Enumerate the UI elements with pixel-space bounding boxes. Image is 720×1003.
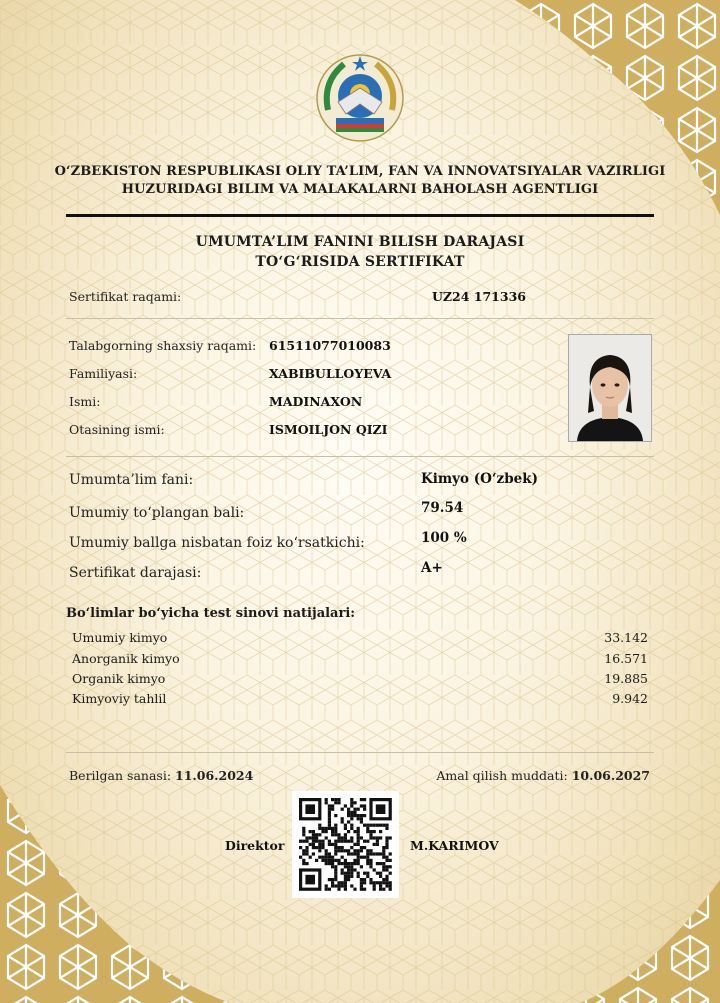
results-heading: Bo‘limlar bo‘yicha test sinovi natijalari: [66, 606, 356, 621]
certificate-title-line2: TO‘G‘RISIDA SERTIFIKAT [255, 254, 465, 270]
issued-date-block [69, 768, 253, 783]
patronymic-label: Otasining ismi: [69, 422, 165, 437]
student-id-label: Talabgorning shaxsiy raqami: [69, 338, 257, 353]
percent-value: 100 % [421, 530, 467, 546]
director-name: M.KARIMOV [410, 838, 499, 853]
valid-until-block [436, 768, 650, 783]
certificate-title-line1: UMUMTA’LIM FANINI BILISH DARAJASI [195, 234, 525, 250]
patronymic-value: ISMOILJON QIZI [269, 422, 388, 437]
issued-date: 11.06.2024 [175, 768, 254, 783]
name-label: Ismi: [69, 394, 101, 409]
name-value: MADINAXON [269, 394, 363, 409]
result-value: 19.885 [604, 671, 648, 686]
percent-label: Umumiy ballga nisbatan foiz ko‘rsatkichi: [69, 535, 365, 551]
result-name: Kimyoviy tahlil [72, 691, 167, 706]
certificate-level-value: A+ [421, 560, 443, 576]
valid-until-label: Amal qilish muddati: [436, 768, 568, 783]
certificate-number: UZ24 171336 [432, 289, 526, 304]
subject-value: Kimyo (O‘zbek) [421, 471, 538, 487]
certificate-number-label: Sertifikat raqami: [69, 289, 182, 304]
state-emblem-icon [314, 52, 406, 144]
surname-value: XABIBULLOYEVA [269, 366, 392, 381]
result-value: 33.142 [604, 630, 648, 645]
director-label: Direktor [225, 838, 285, 853]
result-name: Organik kimyo [72, 671, 166, 686]
issued-date-label: Berilgan sanasi: [69, 768, 172, 783]
result-name: Umumiy kimyo [72, 630, 168, 645]
surname-label: Familiyasi: [69, 366, 138, 381]
qr-code [292, 791, 399, 898]
agency-header-line1: O‘ZBEKISTON RESPUBLIKASI OLIY TA’LIM, FAN VA INNOVATSIYALAR VAZIRLIGI [54, 164, 666, 179]
valid-until-date: 10.06.2027 [571, 768, 650, 783]
result-value: 16.571 [604, 651, 648, 666]
divider [66, 456, 654, 457]
divider [66, 752, 654, 753]
result-value: 9.942 [612, 691, 648, 706]
corner-ornament-bottom-left [0, 785, 230, 1003]
certificate-level-label: Sertifikat darajasi: [69, 565, 202, 581]
student-photo [568, 334, 652, 442]
total-score-value: 79.54 [421, 500, 464, 516]
header-divider [66, 214, 654, 217]
agency-header-line2: HUZURIDAGI BILIM VA MALAKALARNI BAHOLASH AGENTLIGI [121, 182, 599, 197]
result-name: Anorganik kimyo [72, 651, 180, 666]
total-score-label: Umumiy to‘plangan bali: [69, 505, 245, 521]
qr-code-icon [292, 791, 399, 898]
subject-label: Umumta’lim fani: [69, 472, 194, 488]
corner-ornament-bottom-right [560, 880, 720, 1003]
divider [66, 318, 654, 319]
student-id: 61511077010083 [269, 338, 391, 353]
